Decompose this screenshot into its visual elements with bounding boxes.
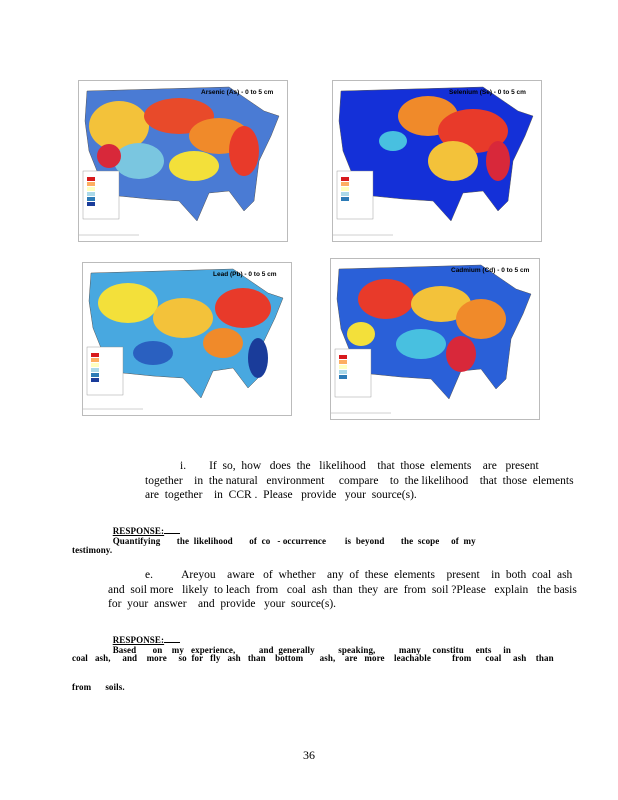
map-selenium [332, 80, 542, 242]
response-1-text: Quantifying the likelihood of co - occurrence is beyond the scope of my [112, 536, 476, 546]
page-number: 36 [303, 748, 315, 762]
question-e-line2: and soil more likely to leach from coal ash than they are from soil ?Please explain the basis [108, 584, 577, 596]
response-1-line1 [108, 516, 538, 546]
map-lead-image [83, 263, 291, 415]
question-e-line3: for your answer and provide your source(s). [108, 598, 337, 610]
question-i-line1: i. If so, how does the likelihood that those elements are present [180, 460, 539, 472]
response-2-text: Based on my experience, and generally speaking, many constitu ents in [112, 645, 511, 655]
map-title: Arsenic (As) - 0 to 5 cm [201, 89, 274, 96]
map-title: Cadmium (Cd) - 0 to 5 cm [451, 267, 530, 274]
question-i-line2: together in the natural environment compare to the likelihood that those elements [145, 475, 574, 487]
response-label: RESPONSE: [112, 635, 165, 645]
map-title: Selenium (Se) - 0 to 5 cm [449, 89, 526, 96]
map-cadmium-image [331, 259, 539, 419]
map-title: Lead (Pb) - 0 to 5 cm [213, 271, 277, 278]
question-e-line1: e. Areyou aware of whether any of these elements present in both coal ash [145, 569, 573, 581]
response-label: RESPONSE: [112, 526, 165, 536]
map-selenium-image [333, 81, 541, 241]
response-2-line2: coal ash, and more so for fly ash than bottom ash, are more leachable from coal ash than [72, 653, 554, 663]
map-arsenic [78, 80, 288, 242]
response-1-line2: testimony. [72, 545, 113, 555]
question-i-line3: are together in CCR . Please provide your source(s). [145, 489, 417, 501]
response-2-line1 [108, 625, 540, 655]
response-2-line3: from soils. [72, 682, 125, 692]
map-arsenic-image [79, 81, 287, 241]
map-lead [82, 262, 292, 416]
map-cadmium [330, 258, 540, 420]
